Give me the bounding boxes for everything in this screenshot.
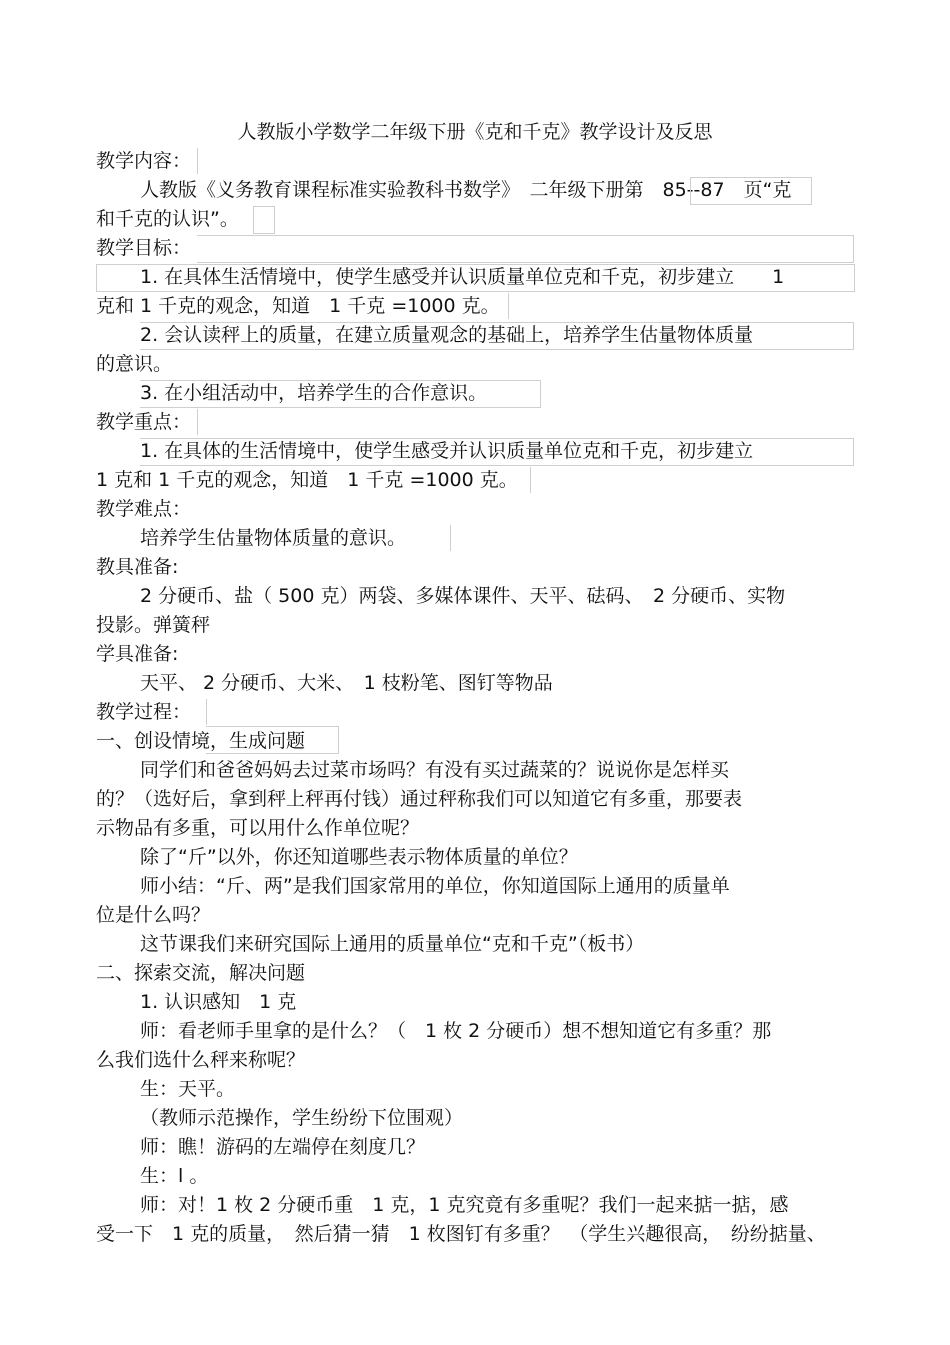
difficulty-text: 培养学生估量物体质量的意识。 (140, 527, 407, 549)
scan-frame (197, 409, 198, 435)
scan-frame (197, 148, 198, 174)
key-points-heading: 教学重点： (96, 411, 192, 433)
key-point-line-1: 1. 在具体的生活情境中，使学生感受并认识质量单位克和千克，初步建立 (140, 440, 754, 462)
goal-2-line-1: 2. 会认读秤上的质量，在建立质量观念的基础上，培养学生估量物体质量 (140, 324, 754, 346)
paragraph-1-line-3: 示物品有多重，可以用什么作单位呢？ (96, 817, 420, 839)
goals-heading: 教学目标： (96, 237, 192, 259)
paragraph-6: 生：天平。 (140, 1078, 236, 1100)
paragraph-3-line-1: 师小结：“斤、两”是我们国家常用的单位，你知道国际上通用的质量单 (140, 875, 730, 897)
scan-frame (508, 293, 509, 319)
section-2-item-1: 1. 认识感知 1 克 (140, 991, 297, 1013)
goal-1-line-1: 1. 在具体生活情境中，使学生感受并认识质量单位克和千克，初步建立 1 (140, 266, 785, 288)
paragraph-3-line-2: 位是什么吗？ (96, 904, 211, 926)
goal-1-line-2: 克和 1 千克的观念，知道 1 千克 =1000 克。 (96, 295, 500, 317)
paragraph-5-line-1: 师：看老师手里拿的是什么？（ 1 枚 2 分硬币）想不想知道它有多重？那 (140, 1020, 772, 1042)
paragraph-4: 这节课我们来研究国际上通用的质量单位“克和千克”（板书） (140, 933, 645, 955)
paragraph-2: 除了“斤”以外，你还知道哪些表示物体质量的单位？ (140, 846, 578, 868)
process-heading: 教学过程： (96, 701, 192, 723)
paragraph-1-line-2: 的？（选好后，拿到秤上秤再付钱）通过秤称我们可以知道它有多重，那要表 (96, 788, 743, 810)
section-2-heading: 二、探索交流，解决问题 (96, 962, 306, 984)
section-1-heading: 一、创设情境，生成问题 (96, 730, 306, 752)
scan-frame (530, 467, 531, 493)
paragraph-8: 师：瞧！游码的左端停在刻度几？ (140, 1136, 426, 1158)
scan-frame (253, 206, 275, 234)
teaching-tools-heading: 教具准备: (96, 556, 179, 578)
paragraph-1-line-1: 同学们和爸爸妈妈去过菜市场吗？有没有买过蔬菜的？说说你是怎样买 (140, 759, 730, 781)
scan-frame (450, 525, 451, 551)
content-text-line-2: 和千克的认识”。 (96, 208, 239, 230)
goal-2-line-2: 的意识。 (96, 353, 173, 375)
paragraph-5-line-2: 么我们选什么秤来称呢？ (96, 1049, 306, 1071)
paragraph-10-line-1: 师：对！1 枚 2 分硬币重 1 克，1 克究竟有多重呢？我们一起来掂一掂，感 (140, 1194, 789, 1216)
student-tools-heading: 学具准备: (96, 643, 179, 665)
scan-frame (206, 699, 207, 725)
content-text-line-1: 人教版《义务教育课程标准实验教科书数学》 二年级下册第 85--87 页“克 (140, 179, 792, 201)
difficulty-heading: 教学难点： (96, 498, 192, 520)
teaching-tools-line-2: 投影。弹簧秤 (96, 614, 211, 636)
paragraph-7: （教师示范操作，学生纷纷下位围观） (140, 1107, 464, 1129)
content-heading: 教学内容： (96, 150, 192, 172)
goal-3: 3. 在小组活动中，培养学生的合作意识。 (140, 382, 488, 404)
paragraph-10-line-2: 受一下 1 克的质量， 然后猜一猜 1 枚图钉有多重？ （学生兴趣很高， 纷纷掂量、 (96, 1223, 826, 1245)
student-tools-text: 天平、 2 分硬币、大米、 1 枝粉笔、图钉等物品 (140, 672, 553, 694)
paragraph-9: 生：l 。 (140, 1165, 209, 1187)
key-point-line-2: 1 克和 1 千克的观念，知道 1 千克 =1000 克。 (96, 469, 518, 491)
document-title: 人教版小学数学二年级下册《克和千克》教学设计及反思 (237, 121, 713, 143)
teaching-tools-line-1: 2 分硬币、盐（ 500 克）两袋、多媒体课件、天平、砝码、 2 分硬币、实物 (140, 585, 786, 607)
scan-frame (197, 235, 854, 263)
